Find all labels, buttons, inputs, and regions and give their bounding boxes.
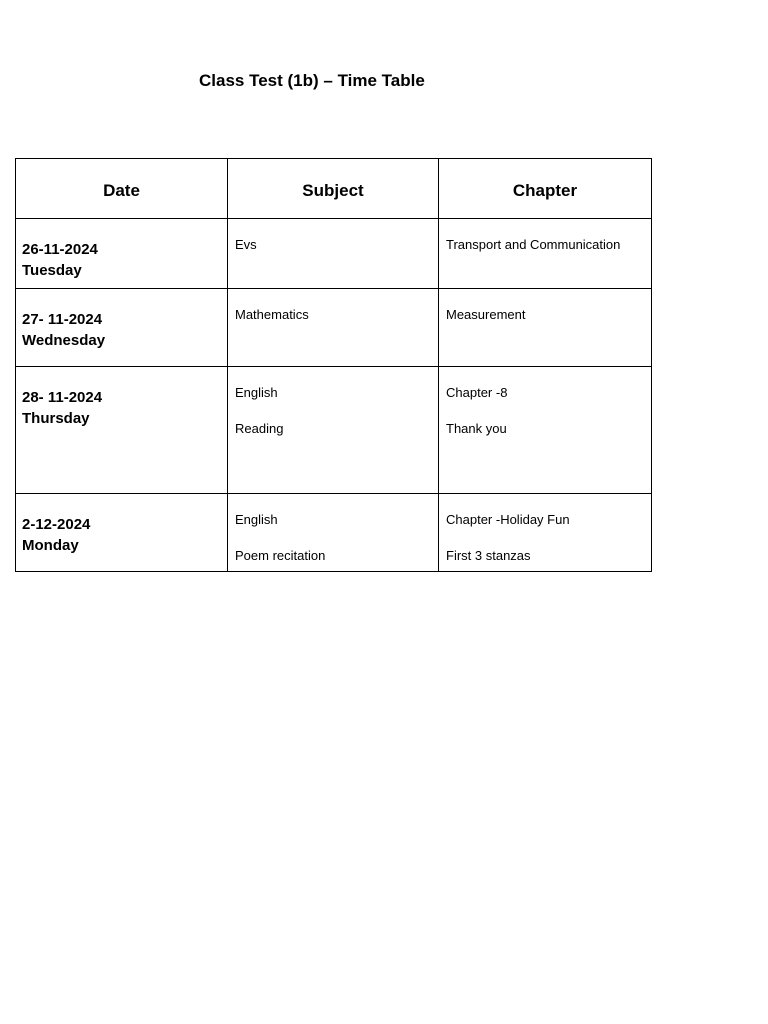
subject-cell: [228, 289, 439, 367]
subject-cell: [228, 367, 439, 494]
chapter-name: First 3 stanzas: [446, 548, 531, 563]
subject-name: Poem recitation: [235, 548, 326, 563]
chapter-name: Chapter -Holiday Fun: [446, 512, 570, 527]
test-date: 27- 11-2024: [22, 311, 103, 328]
subject-name: English: [235, 512, 278, 527]
date-cell: [16, 494, 228, 572]
test-day: Wednesday: [22, 332, 106, 349]
table-header-row: [16, 159, 652, 219]
table-row: [16, 494, 652, 572]
test-date: 26-11-2024: [22, 241, 98, 258]
test-day: Tuesday: [22, 262, 82, 279]
column-header-date: Date: [16, 159, 228, 219]
chapter-cell: [439, 219, 652, 289]
subject-cell: [228, 219, 439, 289]
chapter-name: Chapter -8: [446, 385, 508, 400]
chapter-cell: [439, 367, 652, 494]
timetable: [15, 158, 652, 572]
chapter-name: Thank you: [446, 421, 507, 436]
chapter-cell: [439, 494, 652, 572]
column-header-subject: Subject: [228, 159, 439, 219]
page-title: Class Test (1b) – Time Table: [199, 71, 425, 90]
chapter-name: Transport and Communication: [446, 237, 621, 252]
table-row: [16, 289, 652, 367]
subject-name: English: [235, 385, 278, 400]
subject-name: Evs: [235, 237, 257, 252]
chapter-cell: [439, 289, 652, 367]
test-date: 28- 11-2024: [22, 389, 103, 406]
subject-name: Mathematics: [235, 307, 309, 322]
subject-name: Reading: [235, 421, 284, 436]
table-row: [16, 367, 652, 494]
test-day: Thursday: [22, 410, 90, 427]
date-cell: [16, 367, 228, 494]
date-cell: [16, 289, 228, 367]
test-day: Monday: [22, 537, 79, 554]
subject-cell: [228, 494, 439, 572]
chapter-name: Measurement: [446, 307, 526, 322]
table-row: [16, 219, 652, 289]
test-date: 2-12-2024: [22, 516, 91, 533]
column-header-chapter: Chapter: [439, 159, 652, 219]
date-cell: [16, 219, 228, 289]
